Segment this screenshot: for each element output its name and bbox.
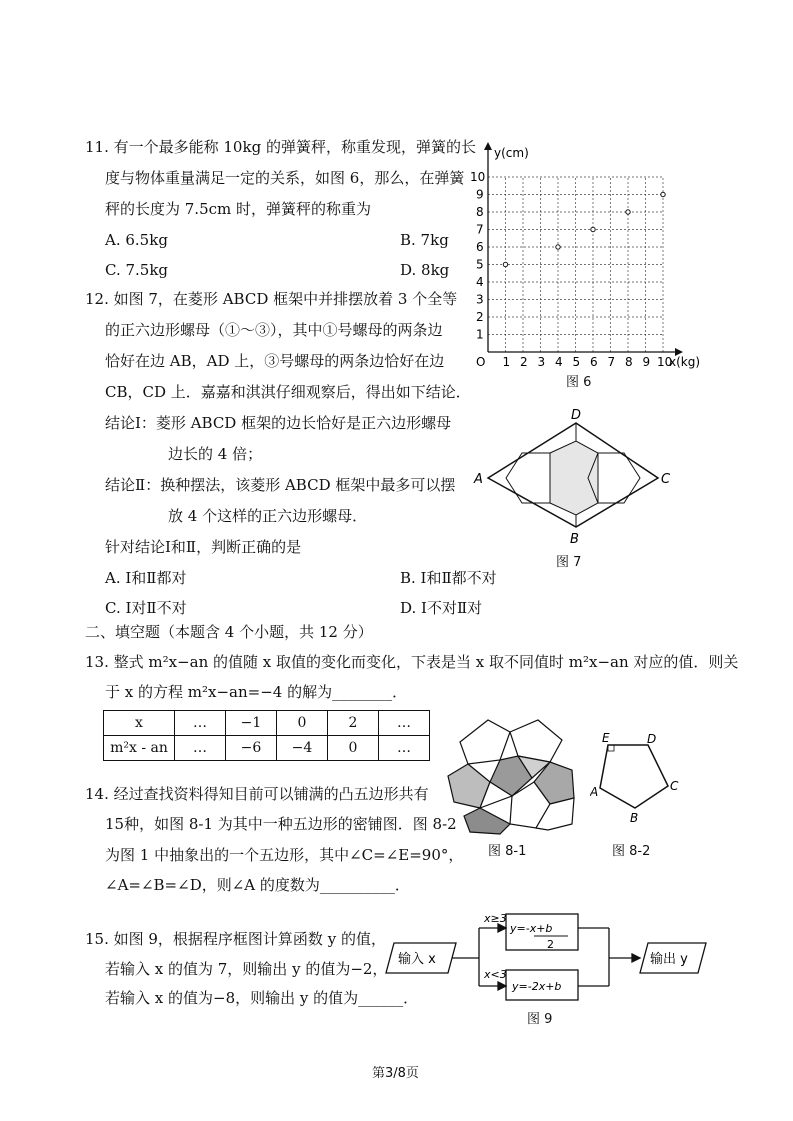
x-tick-label: 8	[625, 355, 633, 369]
table-cell: 0	[328, 736, 379, 761]
flow-output-label: 输出 y	[650, 952, 688, 967]
fig7-caption: 图 7	[556, 555, 582, 570]
fig6-caption: 图 6	[566, 375, 592, 390]
q13-line1: 13. 整式 m²x−an 的值随 x 取值的变化而变化，下表是当 x 取不同值时 m²x−an 对应的值．则关	[85, 653, 739, 671]
q14-line2: 15种，如图 8-1 为其中一种五边形的密铺图．图 8-2	[105, 815, 457, 833]
q12-line3: 恰好在边 AB，AD 上，③号螺母的两条边恰好在边	[105, 352, 445, 370]
x-tick-label: 4	[555, 355, 563, 369]
table-cell: −4	[277, 736, 328, 761]
x-tick-label: 3	[537, 355, 546, 369]
q12-line1: 12. 如图 7，在菱形 ABCD 框架中并排摆放着 3 个全等	[85, 290, 458, 308]
y-tick-label: 1	[476, 327, 484, 342]
table-cell: …	[379, 736, 430, 761]
fig8-2-caption: 图 8-2	[612, 844, 651, 859]
data-point	[661, 192, 665, 196]
fig7-label-d: D	[571, 408, 582, 423]
table-row	[104, 736, 430, 761]
fig6-origin: O	[476, 355, 486, 369]
q12-line2: 的正六边形螺母（①～③），其中①号螺母的两条边	[105, 321, 443, 339]
table-cell: …	[379, 711, 430, 736]
figure-8-1-tessellation	[440, 712, 580, 837]
fig8-label-c: C	[670, 779, 679, 793]
x-tick-label: 2	[520, 355, 528, 369]
q14-line3: 为图 1 中抽象出的一个五边形，其中∠C=∠E=90°，	[105, 846, 464, 864]
table-cell: 2	[328, 711, 379, 736]
q13-line2: 于 x 的方程 m²x−an=−4 的解为________．	[105, 683, 408, 701]
flow-formula-2: y=-2x+b	[512, 980, 562, 993]
q12-conclusion2-b: 放 4 个这样的正六边形螺母．	[168, 507, 368, 525]
q12-option-a: A. Ⅰ和Ⅱ都对	[105, 569, 187, 587]
table-cell: 0	[277, 711, 328, 736]
figure-8-2-pentagon	[590, 730, 690, 825]
figure-9-flowchart	[384, 908, 714, 1008]
data-point	[591, 227, 595, 231]
q15-line2: 若输入 x 的值为 7，则输出 y 的值为−2，	[105, 960, 388, 978]
figure-6-chart	[470, 140, 710, 390]
fig8-label-b: B	[630, 811, 639, 825]
q12-option-d: D. Ⅰ不对Ⅱ对	[400, 599, 483, 617]
x-tick-label: 5	[572, 355, 581, 369]
fig6-grid	[488, 177, 663, 352]
y-tick-label: 9	[476, 187, 484, 202]
q12-ask: 针对结论Ⅰ和Ⅱ，判断正确的是	[105, 538, 302, 556]
flow-condition-1: x≥3	[484, 912, 507, 925]
q12-option-b: B. Ⅰ和Ⅱ都不对	[400, 569, 497, 587]
data-point	[626, 210, 630, 214]
page-number: 第3/8页	[372, 1066, 419, 1081]
q12-conclusion1-a: 结论Ⅰ：菱形 ABCD 框架的边长恰好是正六边形螺母	[105, 414, 452, 432]
q12-conclusion2-a: 结论Ⅱ：换种摆法，该菱形 ABCD 框架中最多可以摆	[105, 476, 456, 494]
q12-option-c: C. Ⅰ对Ⅱ不对	[105, 599, 187, 617]
q11-line1: 11. 有一个最多能称 10kg 的弹簧秤，称重发现，弹簧的长	[85, 138, 476, 156]
table-cell: …	[175, 736, 226, 761]
table-cell: …	[175, 711, 226, 736]
table-cell: −1	[226, 711, 277, 736]
q14-line4: ∠A=∠B=∠D，则∠A 的度数为__________．	[105, 876, 410, 894]
section-2-heading: 二、填空题（本题含 4 个小题，共 12 分）	[85, 623, 373, 641]
fig6-xlabel: x(kg)	[669, 355, 701, 369]
y-tick-label: 10	[470, 170, 486, 184]
y-tick-label: 7	[476, 222, 484, 237]
q11-line3: 秤的长度为 7.5cm 时，弹簧秤的称重为	[105, 200, 372, 218]
y-tick-label: 5	[476, 257, 484, 272]
table-cell: m²x - an	[104, 736, 175, 761]
fig6-axes	[484, 142, 683, 356]
y-tick-label: 8	[476, 205, 484, 219]
q11-line2: 度与物体重量满足一定的关系，如图 6，那么，在弹簧	[105, 169, 465, 187]
q11-option-b: B. 7kg	[400, 231, 449, 249]
x-tick-label: 1	[502, 355, 511, 369]
fig8-1-caption: 图 8-1	[488, 844, 527, 859]
flow-formula-1-numerator: y=-x+b	[510, 922, 553, 935]
flow-condition-2: x<3	[484, 968, 507, 981]
flow-formula-1-denominator: 2	[547, 938, 554, 951]
fig7-label-b: B	[570, 532, 579, 547]
fig8-label-e: E	[602, 731, 610, 745]
table-cell: x	[104, 711, 175, 736]
x-tick-label: 7	[607, 355, 616, 369]
table-row	[104, 711, 430, 736]
fig6-ylabel: y(cm)	[494, 146, 529, 160]
fig8-label-d: D	[647, 732, 657, 746]
x-tick-label: 9	[642, 355, 651, 369]
pentagon-abcde	[600, 745, 668, 808]
y-tick-label: 6	[476, 240, 484, 254]
data-point	[556, 245, 560, 249]
y-tick-label: 4	[476, 275, 484, 289]
figure-7-rhombus	[470, 405, 680, 555]
q14-line1: 14. 经过查找资料得知目前可以铺满的凸五边形共有	[85, 785, 429, 803]
fig7-label-c: C	[661, 472, 671, 487]
y-tick-label: 2	[476, 310, 484, 324]
table-cell: −6	[226, 736, 277, 761]
x-tick-label: 10	[657, 355, 673, 369]
q11-option-c: C. 7.5kg	[105, 261, 169, 279]
q11-option-a: A. 6.5kg	[105, 231, 168, 249]
fig8-label-a: A	[590, 785, 599, 799]
y-tick-label: 3	[476, 292, 484, 307]
fig7-label-a: A	[474, 472, 483, 487]
q15-line1: 15. 如图 9，根据程序框图计算函数 y 的值，	[85, 930, 386, 948]
x-tick-label: 6	[590, 355, 598, 369]
q11-option-d: D. 8kg	[400, 261, 450, 279]
q13-value-table	[103, 710, 430, 761]
q15-line3: 若输入 x 的值为−8，则输出 y 的值为______．	[105, 989, 419, 1007]
flow-input-label: 输入 x	[398, 952, 436, 967]
hexagon-nut-2	[550, 441, 598, 515]
q12-conclusion1-b: 边长的 4 倍；	[168, 445, 263, 463]
fig9-caption: 图 9	[527, 1012, 553, 1027]
data-point	[503, 262, 507, 266]
q12-line4: CB，CD 上．嘉嘉和淇淇仔细观察后，得出如下结论．	[105, 383, 471, 401]
